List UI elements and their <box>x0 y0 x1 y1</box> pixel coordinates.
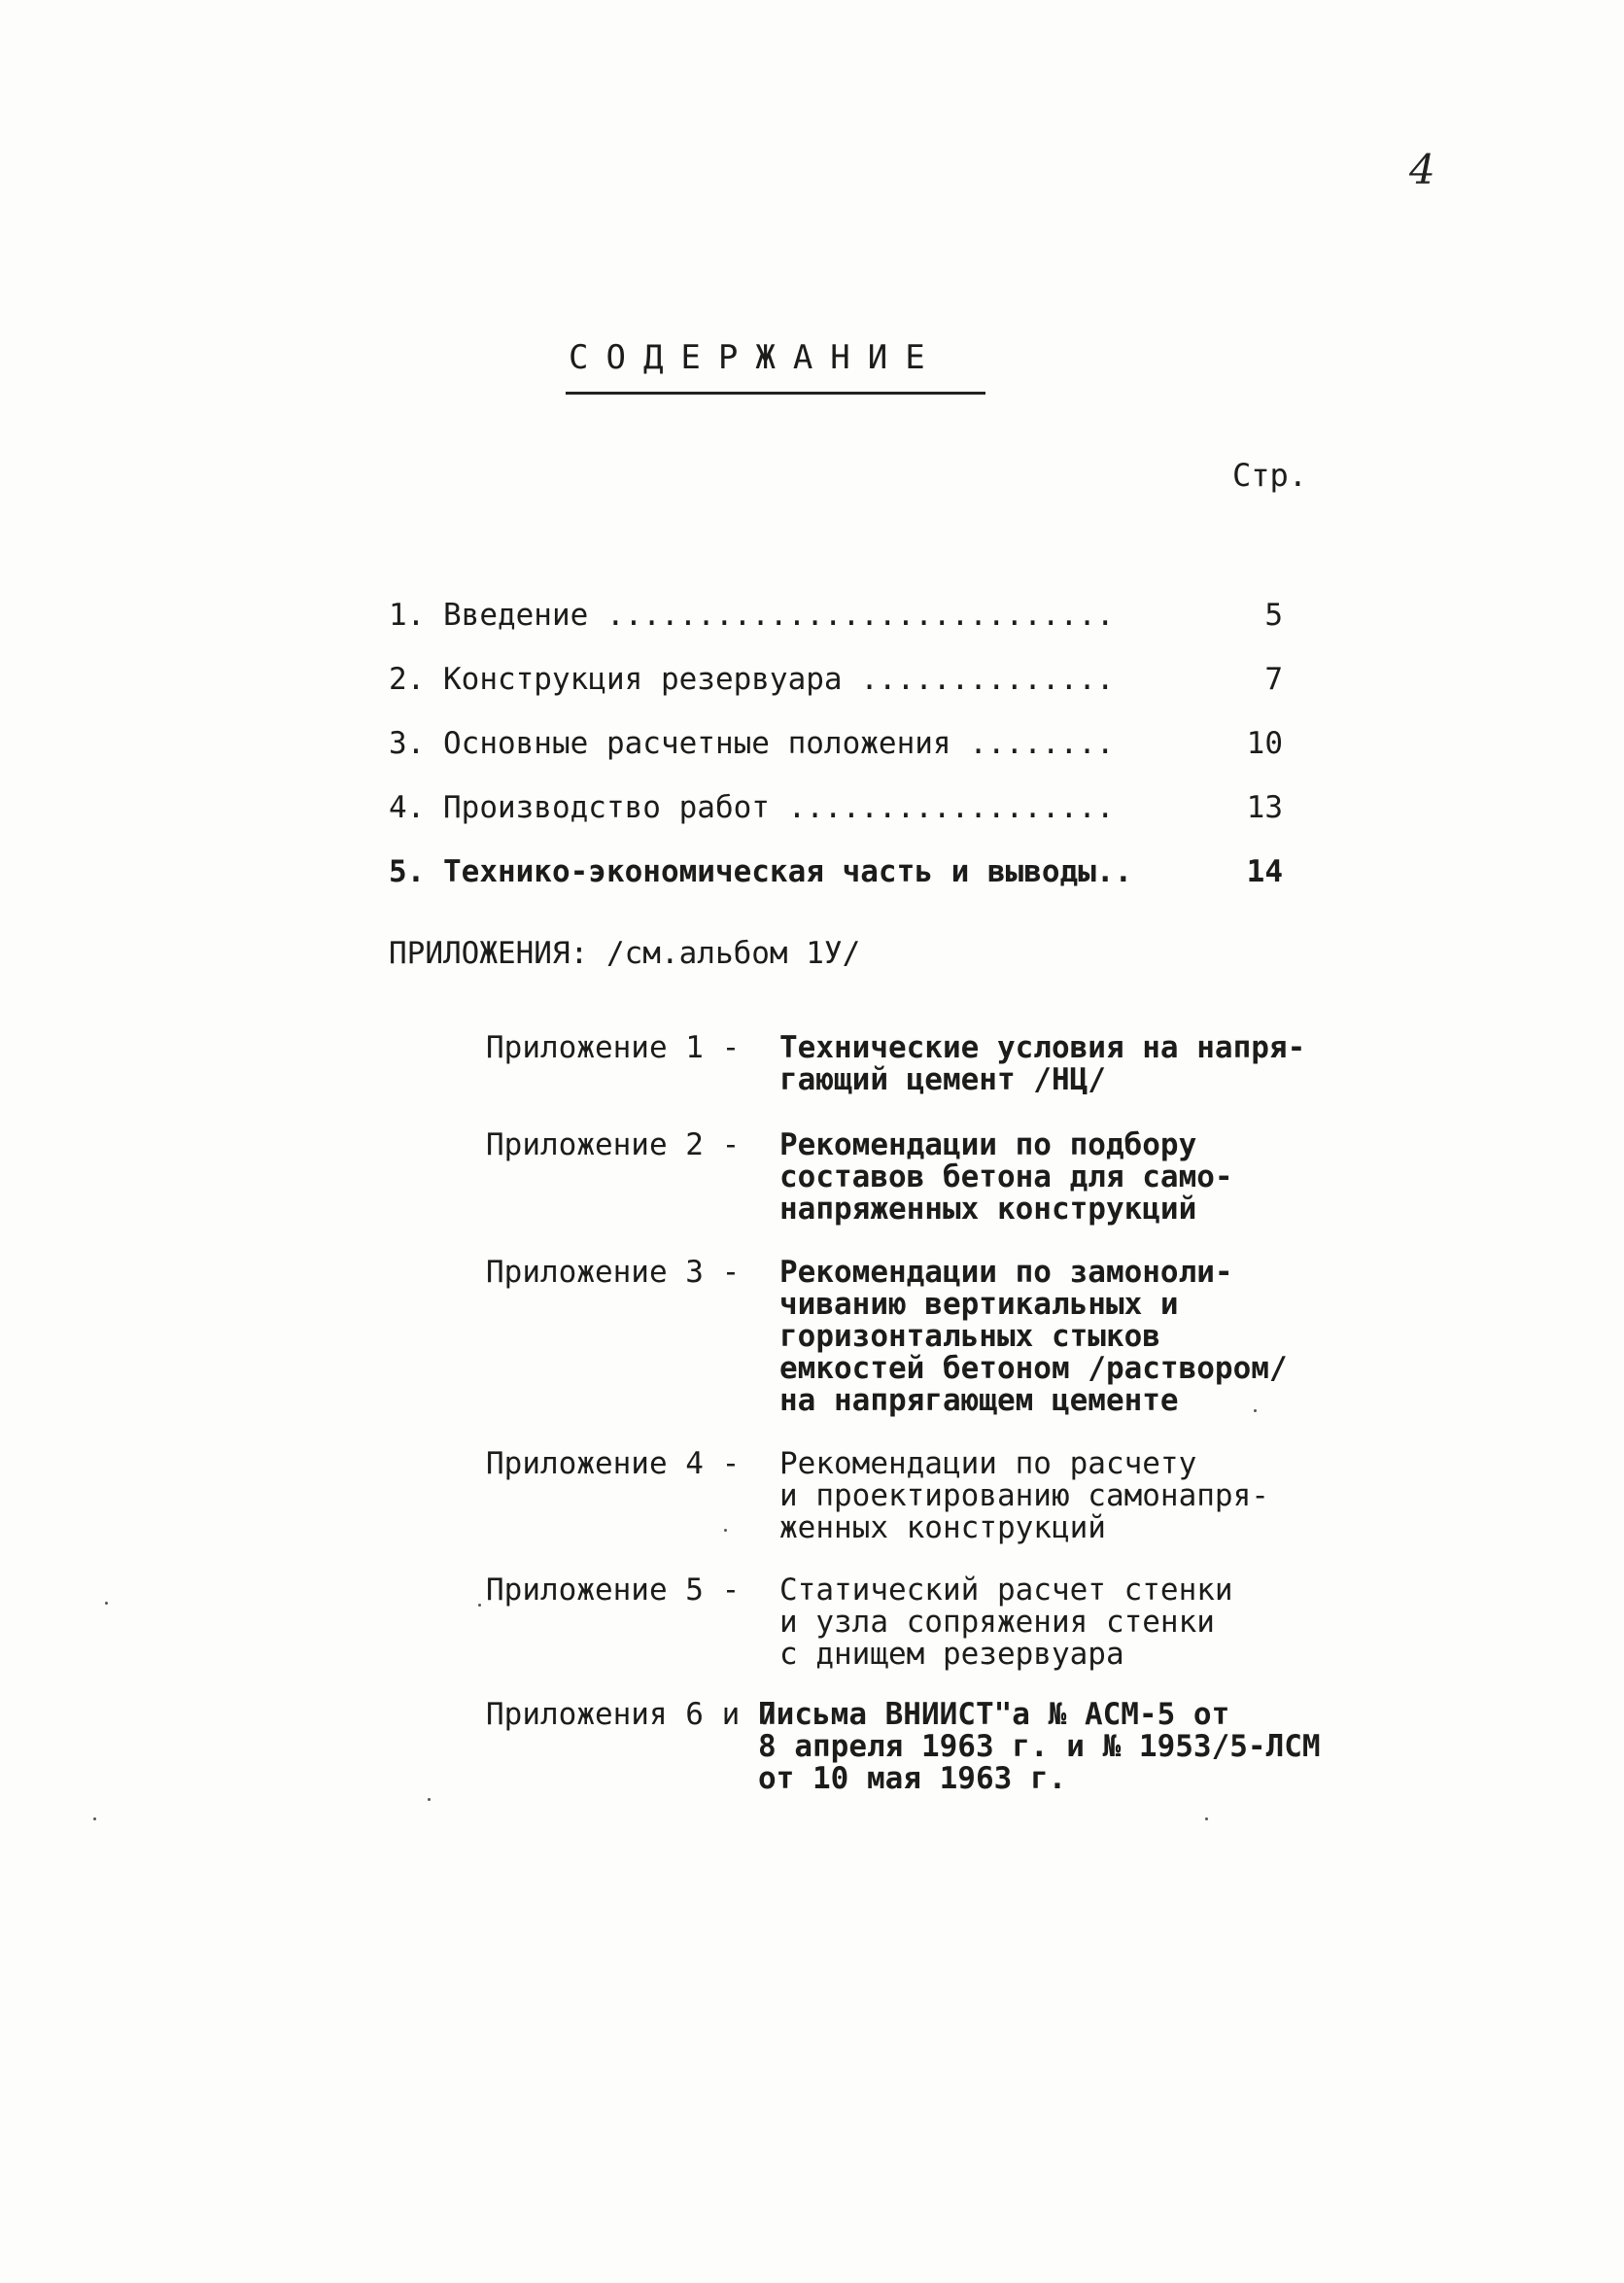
scan-speck <box>1254 1409 1257 1412</box>
toc-entry-text: 4. Производство работ .................. <box>389 790 1115 825</box>
appendix-label: Приложение 3 - <box>486 1255 741 1290</box>
toc-entry <box>389 726 1283 769</box>
appendix-label: Приложение 1 - <box>486 1030 741 1065</box>
toc-entry <box>389 854 1283 897</box>
toc-entry <box>389 662 1283 705</box>
appendix-description: Рекомендации по подбору составов бетона для само- напряженных конструкций <box>779 1127 1233 1227</box>
scan-speck <box>1205 1817 1208 1820</box>
appendix-label: Приложение 4 - <box>486 1446 741 1481</box>
toc-entry <box>389 598 1283 640</box>
scan-speck <box>105 1602 108 1605</box>
appendix-description: Рекомендации по расчету и проектированию самонапря- женных конструкций <box>779 1446 1269 1545</box>
scan-speck <box>428 1798 431 1801</box>
title-underline <box>566 392 985 395</box>
appendix-label: Приложение 2 - <box>486 1127 741 1162</box>
toc-entry-page: 14 <box>1246 854 1283 889</box>
toc-entry-page: 7 <box>1264 662 1283 697</box>
toc-entry-text: 5. Технико-экономическая часть и выводы.. <box>389 854 1133 889</box>
toc-entry-page: 5 <box>1264 598 1283 633</box>
page-number: 4 <box>1409 146 1435 193</box>
appendix-description: Технические условия на напря- гающий цемент /НЦ/ <box>779 1030 1306 1097</box>
appendix-label: Приложение 5 - <box>486 1573 741 1608</box>
appendix-label: Приложения 6 и 7 <box>486 1697 777 1732</box>
scan-speck <box>478 1604 481 1607</box>
toc-entry-text: 3. Основные расчетные положения ........ <box>389 726 1115 761</box>
appendix-description: Рекомендации по замоноли- чиванию вертикальных и горизонтальных стыков емкостей бетоном /раствором/ на напрягающем цементе <box>779 1255 1288 1418</box>
scan-speck <box>724 1529 727 1532</box>
toc-entry-page: 13 <box>1246 790 1283 825</box>
toc-entry-page: 10 <box>1246 726 1283 761</box>
appendix-header: ПРИЛОЖЕНИЯ: /см.альбом 1У/ <box>389 936 861 971</box>
appendix-description: Статический расчет стенки и узла сопряжения стенки с днищем резервуара <box>779 1573 1233 1672</box>
page-column-label: Стр. <box>1232 457 1308 494</box>
page-title: СОДЕРЖАНИЕ <box>569 338 943 377</box>
appendix-description: Письма ВНИИСТ"а № АСМ-5 от 8 апреля 1963 г. и № 1953/5-ЛСМ от 10 мая 1963 г. <box>758 1697 1321 1796</box>
toc-entry <box>389 790 1283 833</box>
toc-entry-text: 1. Введение ............................ <box>389 598 1115 633</box>
scan-speck <box>93 1817 96 1820</box>
toc-entry-text: 2. Конструкция резервуара .............. <box>389 662 1115 697</box>
